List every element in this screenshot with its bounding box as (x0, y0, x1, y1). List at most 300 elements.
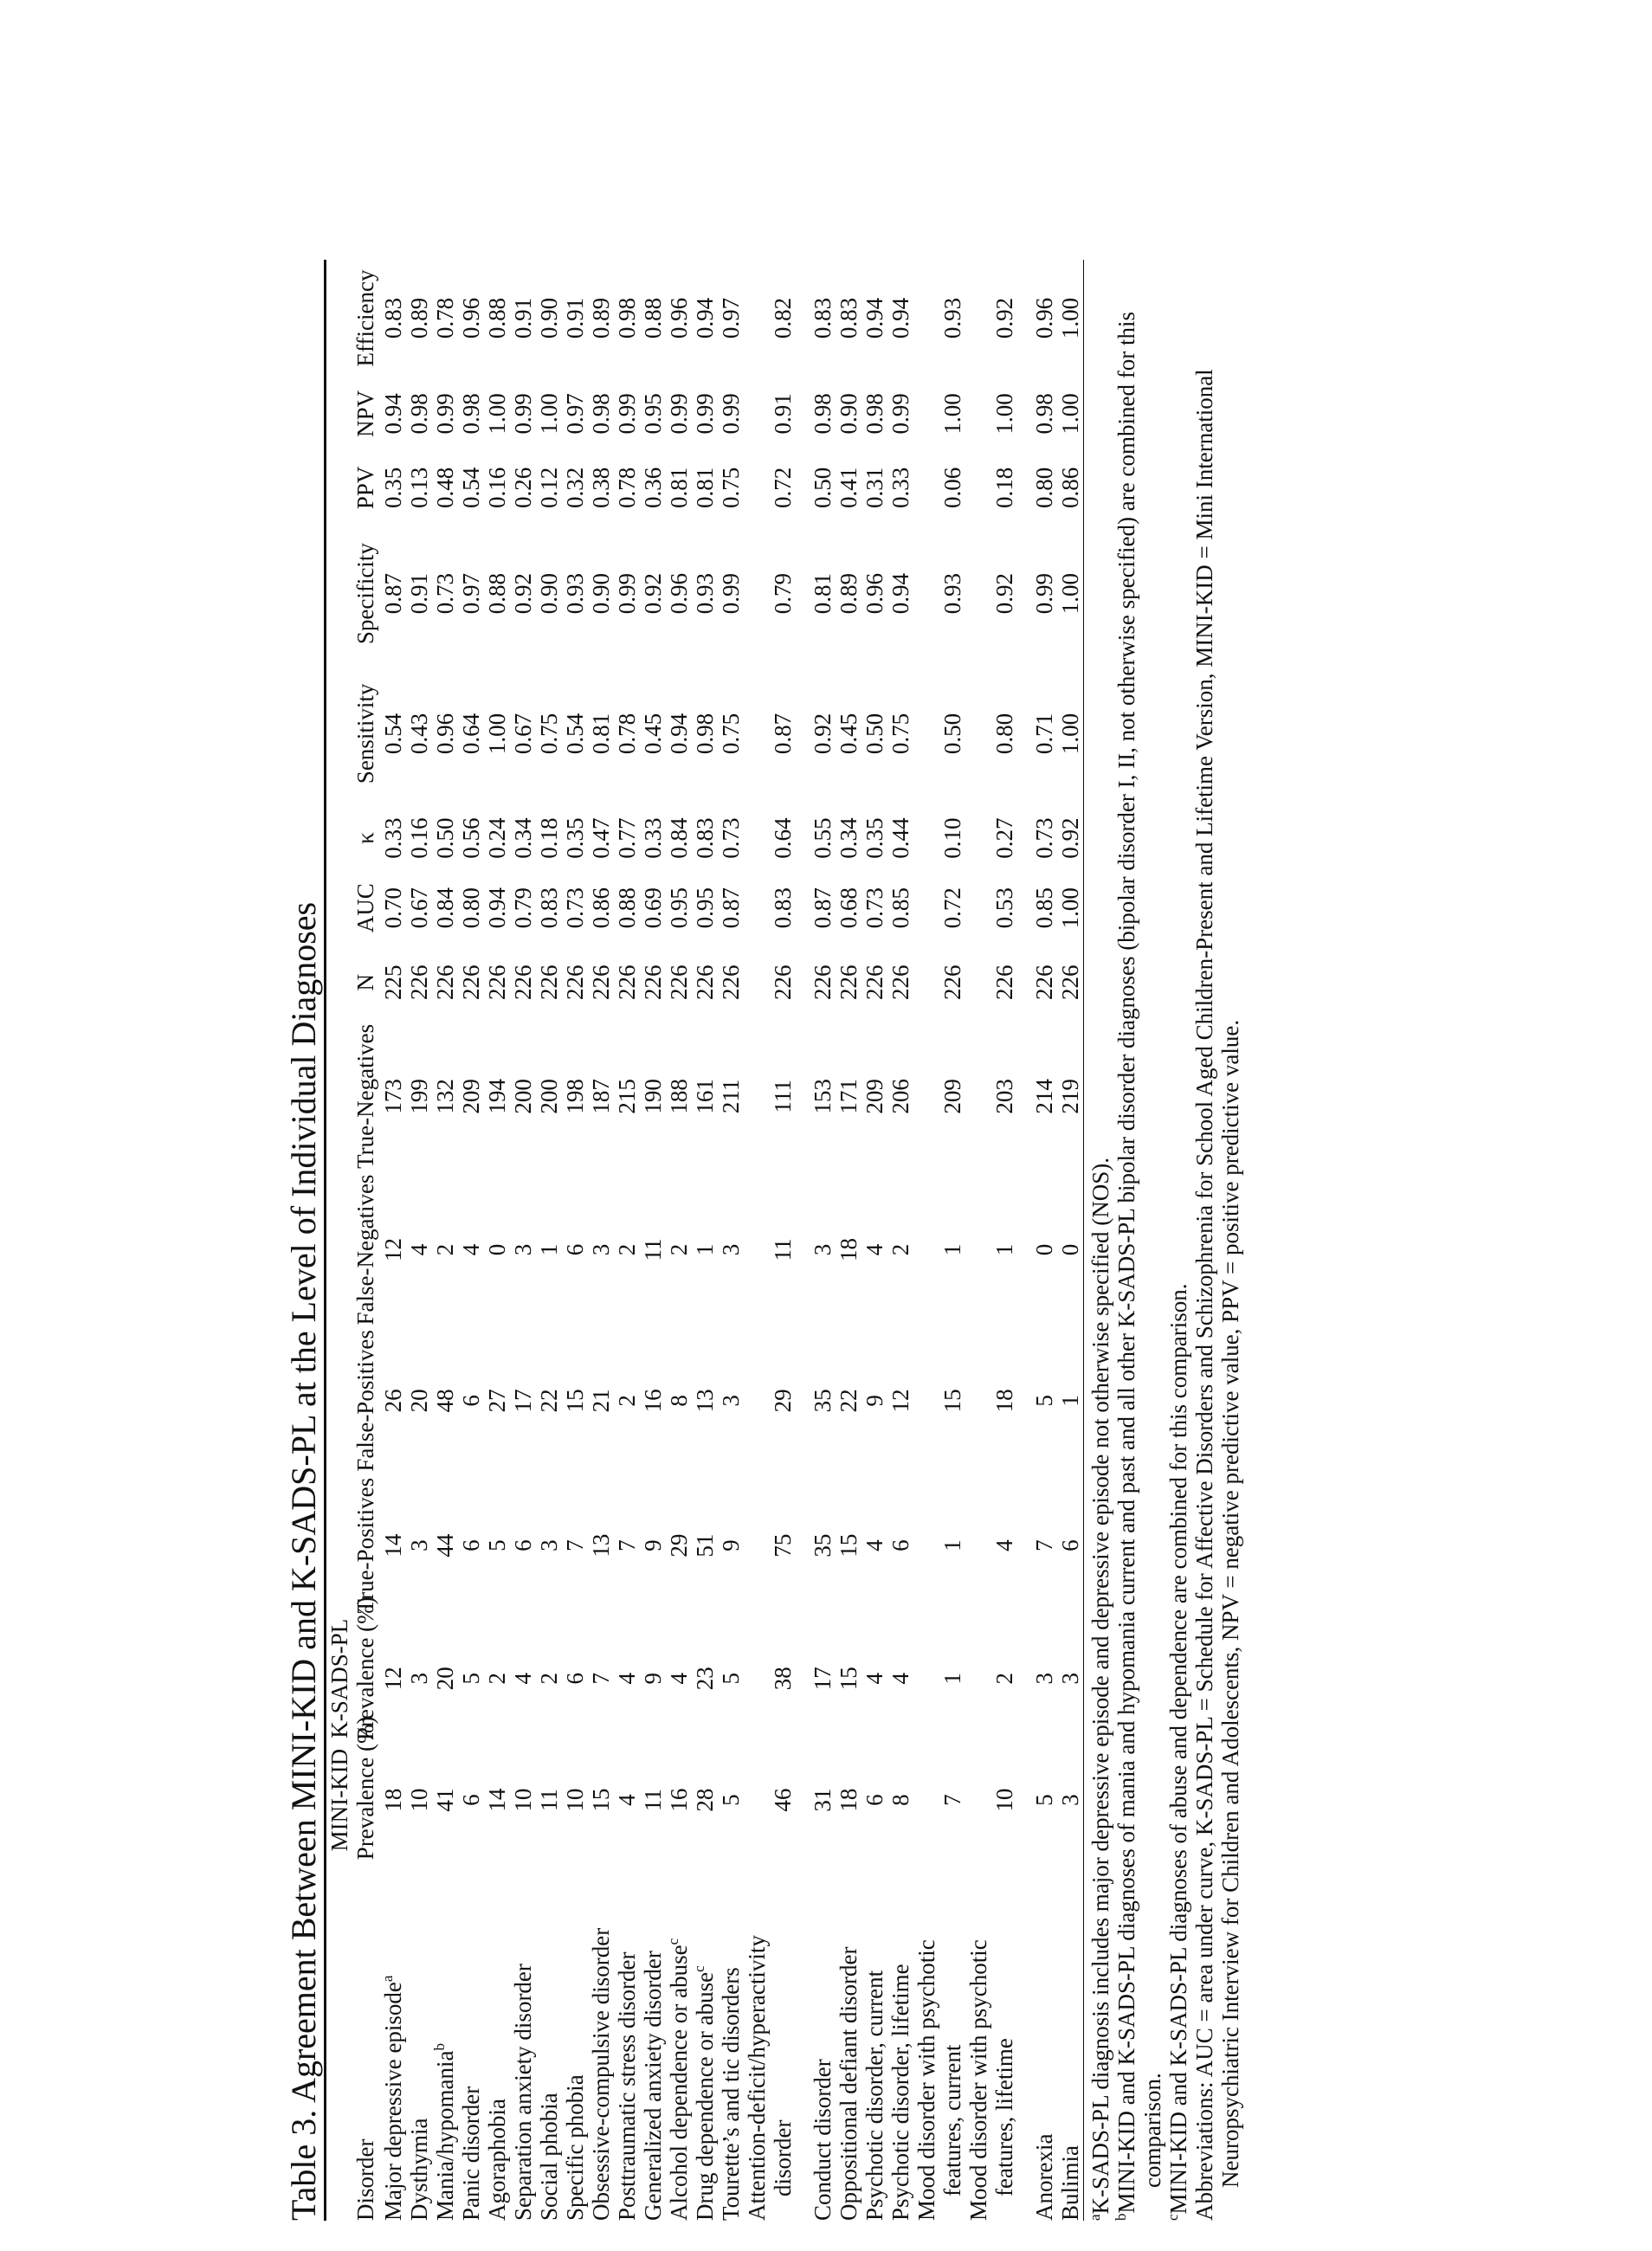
disorder-cell: Drug dependence or abuse$^c$ (691, 1965, 718, 2221)
disorder-cell: Agoraphobia (484, 2099, 510, 2221)
value-cell: 13 (588, 1533, 614, 1558)
value-cell: 0.91 (562, 297, 588, 339)
value-cell: 203 (991, 1079, 1017, 1114)
value-cell: 0.94 (887, 297, 913, 339)
table-row (406, 260, 432, 2221)
value-cell: 0.99 (614, 393, 640, 435)
table-row (744, 260, 796, 2221)
column-header: AUC (352, 883, 378, 933)
table-row (666, 260, 692, 2221)
value-cell: 0.38 (588, 467, 614, 508)
value-cell: 199 (406, 1079, 432, 1114)
value-cell: 4 (887, 1672, 913, 1685)
value-cell: 0.34 (510, 817, 536, 859)
value-cell: 0.94 (692, 297, 718, 339)
disorder-cell: Specific phobia (562, 2074, 588, 2221)
disorder-cell: Posttraumatic stress disorder (614, 1951, 640, 2221)
value-cell: 132 (432, 1079, 458, 1114)
column-header: Efficiency (352, 269, 378, 367)
value-cell: 0.99 (887, 393, 913, 435)
value-cell: 226 (510, 964, 536, 1001)
disorder-cell: Attention-deficit/hyperactivity disorder (744, 1935, 796, 2221)
value-cell: 0.88 (614, 887, 640, 929)
value-cell: 0.80 (1031, 467, 1057, 508)
table-row (836, 260, 861, 2221)
value-cell: 0.73 (562, 887, 588, 929)
value-cell: 15 (836, 1533, 861, 1558)
value-cell: 0.94 (380, 393, 406, 435)
table-row (887, 260, 913, 2221)
value-cell: 1.00 (939, 393, 965, 435)
value-cell: 0.98 (614, 297, 640, 339)
table-row (861, 260, 887, 2221)
value-cell: 41 (432, 1788, 458, 1812)
value-cell: 10 (991, 1788, 1017, 1812)
value-cell: 0.32 (562, 467, 588, 508)
value-cell: 0.75 (718, 713, 744, 755)
value-cell: 1 (536, 1243, 562, 1256)
value-cell: 0.55 (810, 817, 836, 859)
value-cell: 4 (510, 1672, 536, 1685)
value-cell: 10 (562, 1788, 588, 1812)
value-cell: 0.16 (406, 817, 432, 859)
value-cell: 226 (458, 964, 484, 1001)
value-cell: 1.00 (1057, 887, 1083, 929)
value-cell: 0.93 (939, 573, 965, 615)
value-cell: 0.87 (810, 887, 836, 929)
footnote-continuation: comparison. (1139, 2073, 1165, 2188)
value-cell: 0.81 (588, 713, 614, 755)
value-cell: 226 (692, 964, 718, 1001)
value-cell: 1 (991, 1243, 1017, 1256)
table-body (378, 260, 1083, 2221)
value-cell: 18 (380, 1788, 406, 1812)
value-cell: 0.99 (1031, 573, 1057, 615)
value-cell: 1.00 (1057, 393, 1083, 435)
footnote-mark: c (665, 1938, 681, 1945)
header-row (352, 260, 378, 2221)
value-cell: 0.16 (484, 467, 510, 508)
value-cell: 18 (836, 1238, 861, 1262)
value-cell: 46 (770, 1788, 796, 1812)
value-cell: 0.97 (562, 393, 588, 435)
value-cell: 0.83 (810, 297, 836, 339)
value-cell: 0.18 (991, 467, 1017, 508)
value-cell: 0.87 (380, 573, 406, 615)
value-cell: 22 (536, 1389, 562, 1413)
value-cell: 0.18 (536, 817, 562, 859)
column-header: N (352, 974, 378, 991)
disorder-cell: Anorexia (1031, 2133, 1057, 2221)
value-cell: 12 (887, 1389, 913, 1413)
value-cell: 0.75 (536, 713, 562, 755)
value-cell: 0.99 (718, 393, 744, 435)
value-cell: 0.67 (406, 887, 432, 929)
table-row (562, 260, 588, 2221)
column-header: NPV (352, 390, 378, 437)
value-cell: 0.75 (887, 713, 913, 755)
value-cell: 0.96 (1031, 297, 1057, 339)
value-cell: 6 (562, 1672, 588, 1685)
value-cell: 0.41 (836, 467, 861, 508)
value-cell: 4 (614, 1794, 640, 1806)
value-cell: 4 (406, 1243, 432, 1256)
value-cell: 0.99 (432, 393, 458, 435)
value-cell: 0.75 (718, 467, 744, 508)
value-cell: 0.73 (1031, 817, 1057, 859)
value-cell: 15 (588, 1788, 614, 1812)
value-cell: 0.89 (836, 573, 861, 615)
value-cell: 0.54 (380, 713, 406, 755)
value-cell: 0.92 (991, 573, 1017, 615)
value-cell: 226 (836, 964, 861, 1001)
value-cell: 226 (484, 964, 510, 1001)
value-cell: 29 (666, 1533, 692, 1558)
value-cell: 0.98 (1031, 393, 1057, 435)
value-cell: 0.33 (887, 467, 913, 508)
value-cell: 1 (939, 1243, 965, 1256)
table-row (692, 260, 718, 2221)
value-cell: 0.99 (692, 393, 718, 435)
value-cell: 0.98 (810, 393, 836, 435)
value-cell: 0.44 (887, 817, 913, 859)
value-cell: 0.35 (861, 817, 887, 859)
column-header: κ (352, 832, 378, 844)
value-cell: 0.50 (939, 713, 965, 755)
value-cell: 12 (380, 1667, 406, 1691)
value-cell: 0.94 (887, 573, 913, 615)
value-cell: 21 (588, 1389, 614, 1413)
value-cell: 9 (718, 1539, 744, 1551)
abbreviations-continuation: Neuropsychiatric Interview for Children and Adolescents, NPV = negative predictive value, PPV = positive predictive value. (1217, 1019, 1243, 2188)
value-cell: 0.80 (991, 713, 1017, 755)
value-cell: 3 (406, 1672, 432, 1685)
value-cell: 0.73 (861, 887, 887, 929)
value-cell: 1 (939, 1539, 965, 1551)
table-row (484, 260, 510, 2221)
value-cell: 14 (380, 1533, 406, 1558)
value-cell: 0.45 (836, 713, 861, 755)
table-page (284, 260, 1243, 2221)
disorder-cell: Mood disorder with psychotic features, current (913, 1939, 965, 2221)
disorder-cell: Alcohol dependence or abuse$^c$ (665, 1938, 692, 2221)
value-cell: 2 (991, 1672, 1017, 1685)
value-cell: 3 (718, 1243, 744, 1256)
value-cell: 16 (640, 1389, 666, 1413)
value-cell: 14 (484, 1788, 510, 1812)
value-cell: 6 (458, 1539, 484, 1551)
value-cell: 187 (588, 1079, 614, 1114)
value-cell: 200 (510, 1079, 536, 1114)
value-cell: 0.72 (939, 887, 965, 929)
value-cell: 0.95 (692, 887, 718, 929)
value-cell: 6 (510, 1539, 536, 1551)
value-cell: 31 (810, 1788, 836, 1812)
value-cell: 23 (692, 1667, 718, 1691)
value-cell: 0.10 (939, 817, 965, 859)
value-cell: 173 (380, 1079, 406, 1114)
footnote-mark: c (691, 1965, 707, 1972)
value-cell: 0.85 (1031, 887, 1057, 929)
value-cell: 6 (861, 1794, 887, 1806)
value-cell: 226 (562, 964, 588, 1001)
value-cell: 0.81 (666, 467, 692, 508)
value-cell: 226 (770, 964, 796, 1001)
value-cell: 0.90 (536, 297, 562, 339)
value-cell: 28 (692, 1788, 718, 1812)
value-cell: 3 (1057, 1672, 1083, 1685)
value-cell: 15 (562, 1389, 588, 1413)
table-row (1017, 260, 1057, 2221)
table-row (614, 260, 640, 2221)
value-cell: 0.88 (484, 573, 510, 615)
value-cell: 26 (380, 1389, 406, 1413)
value-cell: 0.73 (432, 573, 458, 615)
value-cell: 17 (810, 1667, 836, 1691)
value-cell: 0.91 (770, 393, 796, 435)
value-cell: 0.36 (640, 467, 666, 508)
disorder-cell: Social phobia (536, 2093, 562, 2221)
value-cell: 0.87 (770, 713, 796, 755)
disorder-cell: Major depressive episode$^a$ (379, 1975, 406, 2221)
footnote-mark: a (379, 1975, 396, 1983)
table-row (588, 260, 614, 2221)
value-cell: 226 (939, 964, 965, 1001)
value-cell: 0.54 (562, 713, 588, 755)
value-cell: 0.94 (666, 713, 692, 755)
value-cell: 161 (692, 1079, 718, 1114)
value-cell: 5 (718, 1794, 744, 1806)
value-cell: 0.88 (640, 297, 666, 339)
value-cell: 0.87 (718, 887, 744, 929)
disorder-cell: Bulimia (1057, 2145, 1083, 2221)
value-cell: 13 (692, 1389, 718, 1413)
value-cell: 226 (536, 964, 562, 1001)
value-cell: 29 (770, 1389, 796, 1413)
value-cell: 11 (770, 1238, 796, 1261)
column-header: PPV (352, 466, 378, 510)
value-cell: 3 (536, 1539, 562, 1551)
value-cell: 17 (510, 1389, 536, 1413)
value-cell: 35 (810, 1533, 836, 1558)
value-cell: 0.96 (666, 297, 692, 339)
column-header: Prevalence (%) (352, 1716, 378, 1861)
value-cell: 0.95 (640, 393, 666, 435)
value-cell: 3 (1057, 1794, 1083, 1806)
value-cell: 4 (991, 1539, 1017, 1551)
column-header: True-Positives (352, 1477, 378, 1614)
value-cell: 198 (562, 1079, 588, 1114)
value-cell: 0 (1031, 1243, 1057, 1256)
value-cell: 0.92 (510, 573, 536, 615)
disorder-cell: Dysthymia (406, 2118, 432, 2221)
value-cell: 225 (380, 964, 406, 1001)
column-header: Sensitivity (352, 683, 378, 784)
value-cell: 226 (1031, 964, 1057, 1001)
value-cell: 0.78 (614, 467, 640, 508)
value-cell: 10 (406, 1788, 432, 1812)
bottom-rule (1083, 260, 1084, 2221)
value-cell: 48 (432, 1389, 458, 1413)
value-cell: 209 (939, 1079, 965, 1114)
value-cell: 171 (836, 1079, 861, 1114)
value-cell: 1 (692, 1243, 718, 1256)
value-cell: 0.31 (861, 467, 887, 508)
value-cell: 0.13 (406, 467, 432, 508)
value-cell: 0.97 (458, 573, 484, 615)
value-cell: 1.00 (991, 393, 1017, 435)
value-cell: 0.92 (1057, 817, 1083, 859)
value-cell: 4 (666, 1672, 692, 1685)
value-cell: 226 (406, 964, 432, 1001)
value-cell: 2 (432, 1243, 458, 1256)
value-cell: 11 (536, 1789, 562, 1812)
column-header: Disorder (352, 2138, 378, 2221)
column-header: True-Negatives (352, 1023, 378, 1169)
value-cell: 27 (484, 1389, 510, 1413)
value-cell: 0.77 (614, 817, 640, 859)
value-cell: 214 (1031, 1079, 1057, 1114)
value-cell: 0.67 (510, 713, 536, 755)
value-cell: 4 (861, 1243, 887, 1256)
disorder-cell: Panic disorder (458, 2086, 484, 2221)
value-cell: 9 (640, 1672, 666, 1685)
value-cell: 194 (484, 1079, 510, 1114)
value-cell: 0.93 (939, 297, 965, 339)
value-cell: 0.12 (536, 467, 562, 508)
value-cell: 0.92 (991, 297, 1017, 339)
value-cell: 0.78 (432, 297, 458, 339)
value-cell: 111 (770, 1080, 796, 1113)
value-cell: 0.43 (406, 713, 432, 755)
disorder-cell: Psychotic disorder, lifetime (887, 1964, 913, 2221)
value-cell: 7 (562, 1539, 588, 1551)
value-cell: 0.64 (770, 817, 796, 859)
value-cell: 1.00 (484, 713, 510, 755)
disorder-cell: Separation anxiety disorder (510, 1964, 536, 2221)
column-header: False-Negatives (352, 1174, 378, 1325)
value-cell: 44 (432, 1533, 458, 1558)
value-cell: 0.80 (458, 887, 484, 929)
value-cell: 0.84 (666, 817, 692, 859)
value-cell: 75 (770, 1533, 796, 1558)
column-header: Prevalence (%) (352, 1596, 378, 1740)
value-cell: 5 (1031, 1794, 1057, 1806)
column-header: Specificity (352, 543, 378, 645)
value-cell: 0.97 (718, 297, 744, 339)
value-cell: 226 (666, 964, 692, 1001)
value-cell: 7 (939, 1794, 965, 1806)
value-cell: 0.33 (380, 817, 406, 859)
table-row (1057, 260, 1083, 2221)
value-cell: 0 (1057, 1243, 1083, 1256)
value-cell: 0.54 (458, 467, 484, 508)
value-cell: 16 (666, 1788, 692, 1812)
value-cell: 6 (458, 1794, 484, 1806)
value-cell: 4 (458, 1243, 484, 1256)
value-cell: 35 (810, 1389, 836, 1413)
value-cell: 0.98 (458, 393, 484, 435)
value-cell: 0.83 (536, 887, 562, 929)
value-cell: 1.00 (484, 393, 510, 435)
value-cell: 0.98 (861, 393, 887, 435)
value-cell: 6 (887, 1539, 913, 1551)
table-row (718, 260, 744, 2221)
value-cell: 0.86 (1057, 467, 1083, 508)
value-cell: 2 (614, 1395, 640, 1407)
value-cell: 0.95 (666, 887, 692, 929)
table-row (536, 260, 562, 2221)
value-cell: 2 (484, 1672, 510, 1685)
footnote: $^b$MINI-KID and K-SADS-PL diagnoses of mania and hypomania current and past and all other K-SADS-PL bipolar disorder diagnoses (bipolar disorder I, II, not otherwise specified) are combined for this (1113, 312, 1139, 2221)
value-cell: 5 (1031, 1395, 1057, 1407)
value-cell: 15 (836, 1667, 861, 1691)
header-k-sads-pl: K-SADS-PL (326, 1618, 352, 1738)
value-cell: 3 (588, 1243, 614, 1256)
footnote-mark: b (431, 2043, 448, 2051)
value-cell: 0.90 (836, 393, 861, 435)
value-cell: 0.99 (614, 573, 640, 615)
diagnosis-agreement-table (326, 260, 1083, 2221)
value-cell: 0.90 (588, 573, 614, 615)
value-cell: 9 (861, 1395, 887, 1407)
value-cell: 0.96 (432, 713, 458, 755)
value-cell: 0.84 (432, 887, 458, 929)
value-cell: 0.50 (432, 817, 458, 859)
disorder-cell: Tourette’s and tic disorders (718, 1967, 744, 2221)
value-cell: 22 (836, 1389, 861, 1413)
value-cell: 1.00 (1057, 297, 1083, 339)
value-cell: 226 (991, 964, 1017, 1001)
table-row (640, 260, 666, 2221)
value-cell: 219 (1057, 1079, 1083, 1114)
value-cell: 211 (718, 1079, 744, 1114)
value-cell: 0.34 (836, 817, 861, 859)
value-cell: 0.68 (836, 887, 861, 929)
footnote: $^a$K-SADS-PL diagnosis includes major depressive episode and depressive episode not otherwise specified (NOS). (1087, 1157, 1113, 2221)
value-cell: 7 (1031, 1539, 1057, 1551)
value-cell: 0.93 (562, 573, 588, 615)
value-cell: 4 (861, 1539, 887, 1551)
value-cell: 0.99 (666, 393, 692, 435)
value-cell: 0.70 (380, 887, 406, 929)
value-cell: 226 (718, 964, 744, 1001)
value-cell: 9 (640, 1539, 666, 1551)
value-cell: 0.89 (588, 297, 614, 339)
value-cell: 0.27 (991, 817, 1017, 859)
value-cell: 0.56 (458, 817, 484, 859)
value-cell: 0.96 (861, 573, 887, 615)
value-cell: 0.91 (406, 573, 432, 615)
value-cell: 209 (861, 1079, 887, 1114)
value-cell: 1.00 (536, 393, 562, 435)
value-cell: 2 (887, 1243, 913, 1256)
value-cell: 0.45 (640, 713, 666, 755)
value-cell: 38 (770, 1667, 796, 1691)
value-cell: 4 (861, 1672, 887, 1685)
value-cell: 0.50 (810, 467, 836, 508)
value-cell: 51 (692, 1533, 718, 1558)
value-cell: 1 (1057, 1395, 1083, 1407)
value-cell: 1.00 (1057, 713, 1083, 755)
value-cell: 4 (614, 1672, 640, 1685)
value-cell: 11 (640, 1238, 666, 1261)
table-row (378, 260, 406, 2221)
value-cell: 226 (861, 964, 887, 1001)
value-cell: 3 (718, 1395, 744, 1407)
value-cell: 0.69 (640, 887, 666, 929)
value-cell: 0.35 (562, 817, 588, 859)
